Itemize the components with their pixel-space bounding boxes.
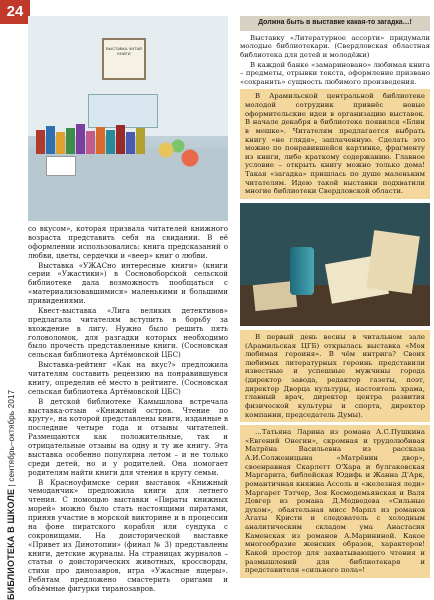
highlight-panel [240, 425, 430, 578]
left-column [28, 16, 228, 600]
paragraph: со вкусом», которая призвала читателей книжного возраста представить себя на свидании. В её оформлении использовались: книга предсказаний о любви, цветы, сердечки и «веер» книг о любви. [28, 224, 228, 260]
page-number: 24 [0, 0, 30, 24]
paragraph: В Красноуфимске серия выставок «Книжный чемоданчик» предложила книги для летнего чтения. С помощью выставки «Пираты книжных морей» можно было стать настоящими пиратами, приняв участие в морской викторине и в процессии на фоне пиратского корабля или сундука с сокровищами. На доисторической выставке «Привет из Динотопии» (финал № 3) представлены книги, детские журналы. На страницах журналов – статьи о доисторических животных, кроссворды, стихи про динозавров, игра «Ужасные ящеры». Ребятам предложено смастерить оригами и объёмные фигурки тиранозавров. [28, 477, 228, 593]
highlight-panel [240, 330, 430, 422]
paragraph: В детской библиотеке Камышлова встречала выставка-отзыв «Книжный остров. Чтение по кругу», на которой представлены книги, изданные в последние четыре года и отзывы читателей. Размещаются как положительные, так и отрицательные отзывы на одну и ту же книгу. Эта выставка особенно популярна летом – и не только среди детей, но и у родителей. Она помогает родителям найти книги для чтения в кругу семьи. [28, 396, 228, 477]
paragraph: Квест-выставка «Лига великих детективов» предлагала читателям вступить в борьбу за вхождение в лигу. Нужно было решить пять головоломок, для разгадки которых необходимо было прочесть представленные книги. (Сосновская сельская библиотека Артёмовской ЦБС) [28, 305, 228, 360]
highlight-panel [240, 89, 430, 199]
masthead-vertical: БИБЛИОТЕКА В ШКОЛЕ | сентябрь–октябрь 2017 [6, 389, 16, 600]
paragraph: Выставку «Литературное ассорти» придумали молодые библиотекари. (Свердловская областная библиотека для детей и молодёжи) [240, 33, 430, 59]
paragraph: В Арамильской центральной библиотеке молодой сотрудник привнёс новые оформительские идеи в организацию выставок. В начале декабря в библиотеке появился «Блин в мешке». Читателям предлагается выбрать книгу «не глядя», заплаченную. Сделать это можно по понравившейся картинке, фрагменту из книги, либо краткому содержанию. Главное условие – открыть книгу можно только дома! Такая «загадка» пришлась по душе маленьким читателям. Идею такой выставки подхватили многие библиотеки Свердловской области. [245, 92, 425, 196]
paragraph: Выставка «УЖАСно интересные книги» (книги серии «Ужастики») в Сосновоборской сельской библиотеке дала возможность пообщаться с «материализовавшимися» маленькими и большими привидениями. [28, 260, 228, 305]
issue-date: сентябрь–октябрь 2017 [7, 389, 16, 482]
paragraph: В каждой банке «замариновано» любимая книга – предметы, отрывки текста, оформление призвано «сохранить» сущность любимого произведения. [240, 60, 430, 86]
left-article-text [28, 225, 228, 594]
exhibition-photo [240, 203, 430, 326]
right-column [240, 16, 430, 600]
journal-title: БИБЛИОТЕКА В ШКОЛЕ [6, 488, 16, 600]
exhibition-photo [28, 16, 228, 221]
section-banner: Должна быть в выставке какая-то загадка…! [240, 16, 430, 31]
exhibition-sign: ВЫСТАВКА ЧИТАЙ КНИГИ [102, 38, 146, 80]
paragraph: В первый день весны в читальном зале (Арамильская ЦГБ) открылась выставка «Моя любимая героиня». В чём интрига? Своих любимых литературных героинь представили известные и успешные мужчины города (директор завода, редактор газеты, поэт, директор Дворца культуры, настоятель храма, главный врач, директор центра развития физической культуры и спорта, директор компании, председатель Думы). [245, 332, 425, 419]
paragraph: …Татьяна Ларина из романа А.С.Пушкина «Евгений Онегин», скромная и трудолюбивая Матрёна Васильевна из рассказа А.И.Солженицына «Матрёнин двор», своенравная Скарлетт О'Хара и булгаковская Маргарита, библейская Юдифь и Жанна Д'Арк, романтичная княжна Ассоль и «железная леди» Маргарет Тэтчер, Зоя Космодемьянская и Валя Довгер из романа Д.Медведева «Сильные духом», обаятельная мисс Марпл из романов Агаты Кристи и следователь с холодным аналитическим складом ума Анастасия Каменская из романов А.Марининой. Какое многообразие женских образов, характеров! Какой простор для захватывающего чтения и размышлений для библиотекаря и представителя «сильного пола»! [245, 428, 425, 575]
paragraph: Выставка-рейтинг «Как на вкус?» предложила читателям составить рецензию на понравившуюся книгу, определив её место в рейтинге. (Сосновская сельская библиотека Артёмовской ЦБС) [28, 360, 228, 396]
